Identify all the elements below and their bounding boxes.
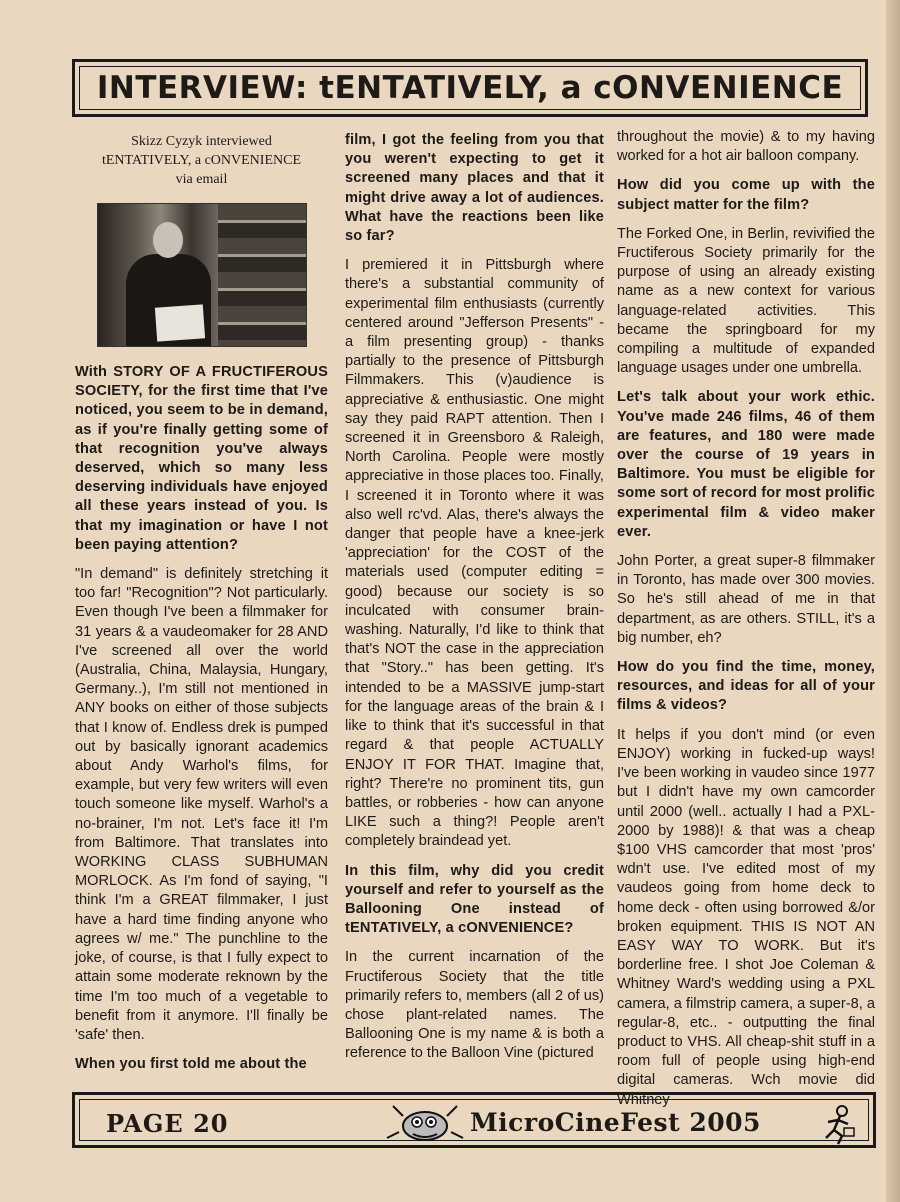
byline xyxy=(75,132,328,189)
interviewee-photo xyxy=(97,203,307,347)
film-runner-icon xyxy=(818,1104,858,1146)
interview-answer: I premiered it in Pittsburgh where there's a substantial community of experimental film enthusiasts (currently centered around "Jefferson Presents" - a film presenting group) - thanks partially to the presence of Pittsburgh Filmmakers. This (v)audience is appreciative & enthusiastic. One might say they paid RAPT attention. Then I screened it in Greensboro & Raleigh, North Carolina. People were mostly appreciative in those places too. Finally, I screened it in Toronto where it was also well rc'vd. Alas, there's always the danger that people have a knee-jerk 'appreciation' for the COST of the materials used (computer editing = good) because our society is so inculcated with consumer brain-washing. Naturally, I'd like to think that that's NOT the case in the appreciation that "Story.." has been getting. It's intended to be a MASSIVE jump-start for the language areas of the brain & I like to think that it's successful in that regard & that people ACTUALLY ENJOY IT FOR THAT. Imagine that, right? There're no prominent tits, gun battles, or robberies - how can anyone LIKE such a thing?! People aren't completely braindead yet. xyxy=(345,257,604,850)
interview-answer: The Forked One, in Berlin, revivified the Fructiferous Society primarily for the purpose of using an already existing name as a new context for various language-related activities. This became the springboard for my compiling a multitude of expanded language usages under one umbrella. xyxy=(617,225,875,377)
column-2-text xyxy=(345,131,604,1064)
interview-question: In this film, why did you credit yourself and refer to yourself as the Ballooning One instead of tENTATIVELY, a cONVENIENCE? xyxy=(345,862,604,937)
byline-line-2: tENTATIVELY, a cONVENIENCE xyxy=(101,153,301,168)
interview-question: Let's talk about your work ethic. You've made 246 films, 46 of them are features, and 180 were made over the course of 19 years in Baltimore. You must be eligible for some sort of record for most prolific experimental film & video maker ever. xyxy=(617,389,875,540)
interview-question: With STORY OF A FRUCTIFEROUS SOCIETY, for the first time that I've noticed, you seem to be in demand, as if you're finally getting some of that recognition you've always deserved, which so many less deserving individuals have enjoyed all these years instead of you. Is that my imagination or have I not been paying attention? xyxy=(75,364,328,553)
column-3 xyxy=(617,128,875,1120)
interview-question: How do you find the time, money, resources, and ideas for all of your films & videos? xyxy=(617,659,875,714)
footer-inner-frame xyxy=(79,1099,869,1141)
page-number: PAGE 20 xyxy=(106,1109,229,1138)
interview-answer: In the current incarnation of the Fructiferous Society that the title primarily refers to, members (all 2 of us) chose plant-related names. The Ballooning One is my name & is both a reference to the Balloon Vine (pictured xyxy=(345,949,604,1062)
interview-question: When you first told me about the xyxy=(75,1056,307,1073)
page-edge xyxy=(886,0,900,1202)
column-1 xyxy=(75,128,328,1084)
byline-line-1: Skizz Cyzyk interviewed xyxy=(131,134,272,149)
photo-person-head xyxy=(153,222,183,258)
column-1-text xyxy=(75,363,328,1074)
interview-answer: "In demand" is definitely stretching it too far! "Recognition"? Not particularly. Even though I've been a filmmaker for 31 years & a vaudeomaker for 28 AND I've screened all over the world (Australia, China, Malaysia, Hungary, Germany..), I'm still not mentioned in ANY books on either of those subjects that I know of. Endless drek is pumped out by basically ignorant academics about Andy Warhol's films, for example, but very few writers will even touch someone like myself. Warhol's a no-brainer, I'm not. Let's face it! I'm from Baltimore. That translates into WORKING CLASS SUBHUMAN MORLOCK. As I'm fond of saying, "I think I'm a GREAT filmmaker, I just have a hard time finding anyone who agrees w/ me." The punchline to the joke, of course, is that I fully expect to attain some moderate reknown by the time I'm too much of a vegetable to benefit from it anymore. I'll finally be 'safe' then. xyxy=(75,566,328,1043)
photo-paper xyxy=(155,304,205,341)
interview-answer: John Porter, a great super-8 filmmaker in Toronto, has made over 300 movies. So he's still ahead of me in that department, as are others. STILL, it's a big number, eh? xyxy=(617,553,875,646)
interview-question: film, I got the feeling from you that you weren't expecting to get it screened many places and that it might drive away a lot of audiences. What have the reactions been like so far? xyxy=(345,132,604,245)
byline-line-3: via email xyxy=(175,172,228,187)
header-banner xyxy=(72,59,868,117)
column-3-text xyxy=(617,128,875,1110)
footer-banner xyxy=(72,1092,876,1148)
interview-answer: It helps if you don't mind (or even ENJOY) working in fucked-up ways! I've been working in vaudeo since 1977 but I didn't have my own camcorder until 2000 (well.. actually I had a PXL-2000 by 1988)! & that was a cheap $100 VHS camcorder that most 'pros' wdn't use. I've edited most of my vaudeos going from home deck to home deck - often using borrowed &/or broken equipment. THIS IS NOT AN EASY WAY TO WORK. But it's borderline free. I shot Joe Coleman & Whitney Ward's wedding using a PXL camera, a filmstrip camera, a super-8, a regular-8, etc.. - outputting the final product to VHS. All cheap-shit stuff in a room full of people using high-end digital cameras. Wch movie did Whitney xyxy=(617,726,875,1108)
festival-name: MicroCineFest 2005 xyxy=(470,1108,761,1137)
photo-shelf xyxy=(218,204,306,346)
interview-question: How did you come up with the subject matter for the film? xyxy=(617,177,875,213)
column-2 xyxy=(345,131,604,1074)
header-inner-frame xyxy=(79,66,861,110)
mascot-icon xyxy=(385,1102,465,1144)
page-title: INTERVIEW: tENTATIVELY, a cONVENIENCE xyxy=(96,70,844,106)
interview-answer: throughout the movie) & to my having worked for a hot air balloon company. xyxy=(617,129,875,165)
